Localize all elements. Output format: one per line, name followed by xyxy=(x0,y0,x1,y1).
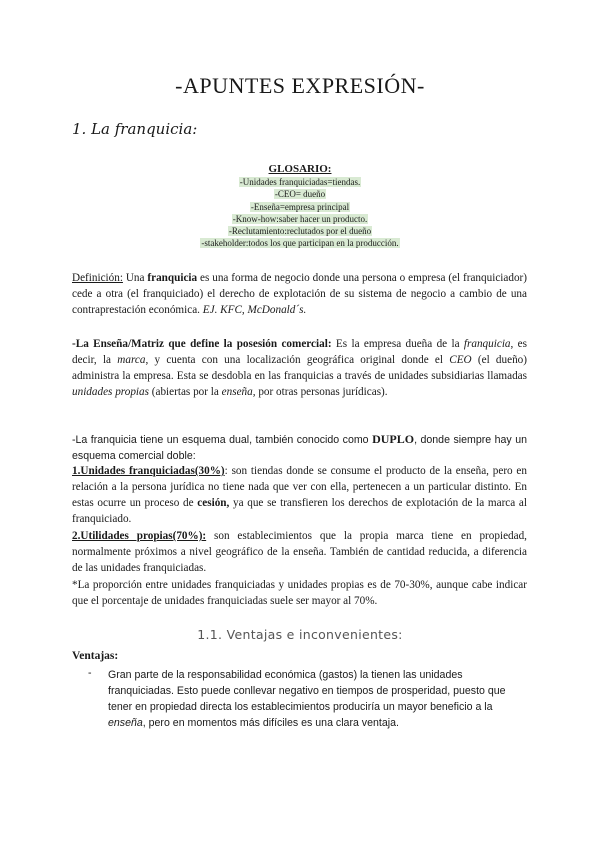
proportion-note: *La proporción entre unidades franquiciadas y unidades propias es de 70-30%, aunque cabe indicar que el porcentaje de unidades franquiciadas suele ser mayor al 70%. xyxy=(72,579,527,607)
text-run: Una xyxy=(122,272,148,284)
own-units-item xyxy=(72,528,527,576)
definition-paragraph xyxy=(72,270,527,318)
italic-term: enseña xyxy=(108,717,143,729)
text-run: es una forma de negocio donde una persona o empresa (el franquiciador) cede a otra (el franquiciado) el derecho de explotación de su sistema de negocio a cambio de una contraprestación económica. xyxy=(72,272,527,316)
bold-term: 1.Unidades franquiciadas(30%) xyxy=(72,465,225,477)
glossary-item: -Reclutamiento:reclutados por el dueño xyxy=(228,226,372,237)
text-run: Gran parte de la responsabilidad económica (gastos) la tienen las unidades franquiciadas. Esto puede conllevar negativo en tiempos de prosperidad, puesto que tener en propiedad directa los establecimientos produciría un mayor beneficio a la xyxy=(108,669,506,713)
bold-term: DUPLO xyxy=(372,432,415,446)
text-run: -La franquicia tiene un esquema dual, también conocido como xyxy=(72,434,373,446)
glossary-item: -stakeholder:todos los que participan en la producción. xyxy=(201,238,399,249)
glossary-item: -Unidades franquiciadas=tiendas. xyxy=(239,177,361,187)
text-run: , es decir, la xyxy=(72,338,527,366)
bold-term: 2.Utilidades propias(70%): xyxy=(72,530,207,542)
bullet-item xyxy=(108,667,528,731)
bold-term: franquicia xyxy=(147,272,198,284)
bold-term: -La Enseña/Matriz que define la posesión comercial: xyxy=(72,338,332,350)
glossary-box xyxy=(140,162,460,250)
italic-term: marca xyxy=(117,354,146,366)
ventajas-heading: Ventajas: xyxy=(72,650,119,662)
text-run: , donde siempre hay un esquema comercial doble: xyxy=(72,434,528,462)
bold-term: cesión, xyxy=(197,497,230,509)
text-run: : son tiendas donde se consume el producto de la enseña, pero en relación a la persona jurídica no tiene nada que ver con ella, pertenecen a un particular distinto. En estas ocurre un proceso de xyxy=(72,465,527,509)
section-heading-franquicia: 1. La franquicia: xyxy=(72,120,198,138)
example-text: EJ. KFC, McDonald´s. xyxy=(202,304,307,316)
italic-term: CEO xyxy=(449,354,472,366)
glossary-item: -Know-how:saber hacer un producto. xyxy=(232,213,368,224)
glossary-item: -Enseña=empresa principal xyxy=(250,201,350,212)
text-run: son establecimientos que la propia marca tiene en propiedad, normalmente próximos a nivel geográfico de la enseña. También de cantidad reducida, a diferencia de las unidades franquiciadas. xyxy=(72,530,527,574)
text-run: (abiertas por la xyxy=(148,386,222,398)
definition-label: Definición: xyxy=(72,272,123,284)
text-run: Es la empresa dueña de la xyxy=(331,338,464,350)
document-title: -APUNTES EXPRESIÓN- xyxy=(175,73,425,98)
dual-paragraph xyxy=(72,431,527,464)
italic-term: unidades propias xyxy=(72,386,149,398)
text-run: , pero en momentos más difíciles es una clara ventaja. xyxy=(142,717,399,729)
text-run: (el dueño) administra la empresa. Esta se desdobla en las franquicias a través de unidades subsidiarias llamadas xyxy=(72,354,527,382)
glossary-title: GLOSARIO: xyxy=(268,163,332,175)
italic-term: franquicia xyxy=(463,338,511,350)
text-run: , y cuenta con una localización geográfica original donde el xyxy=(145,354,450,366)
text-run: por otras personas jurídicas). xyxy=(255,386,388,398)
bullet-marker: - xyxy=(88,667,92,679)
subsection-heading: 1.1. Ventajas e inconvenientes: xyxy=(197,627,403,642)
ensena-paragraph xyxy=(72,336,527,400)
text-run: ya que se transfieren los derechos de explotación de la marca al franquiciado. xyxy=(72,497,527,525)
italic-term: enseña, xyxy=(221,386,256,398)
glossary-item: -CEO= dueño xyxy=(274,189,326,200)
franchised-units-item xyxy=(72,463,527,527)
